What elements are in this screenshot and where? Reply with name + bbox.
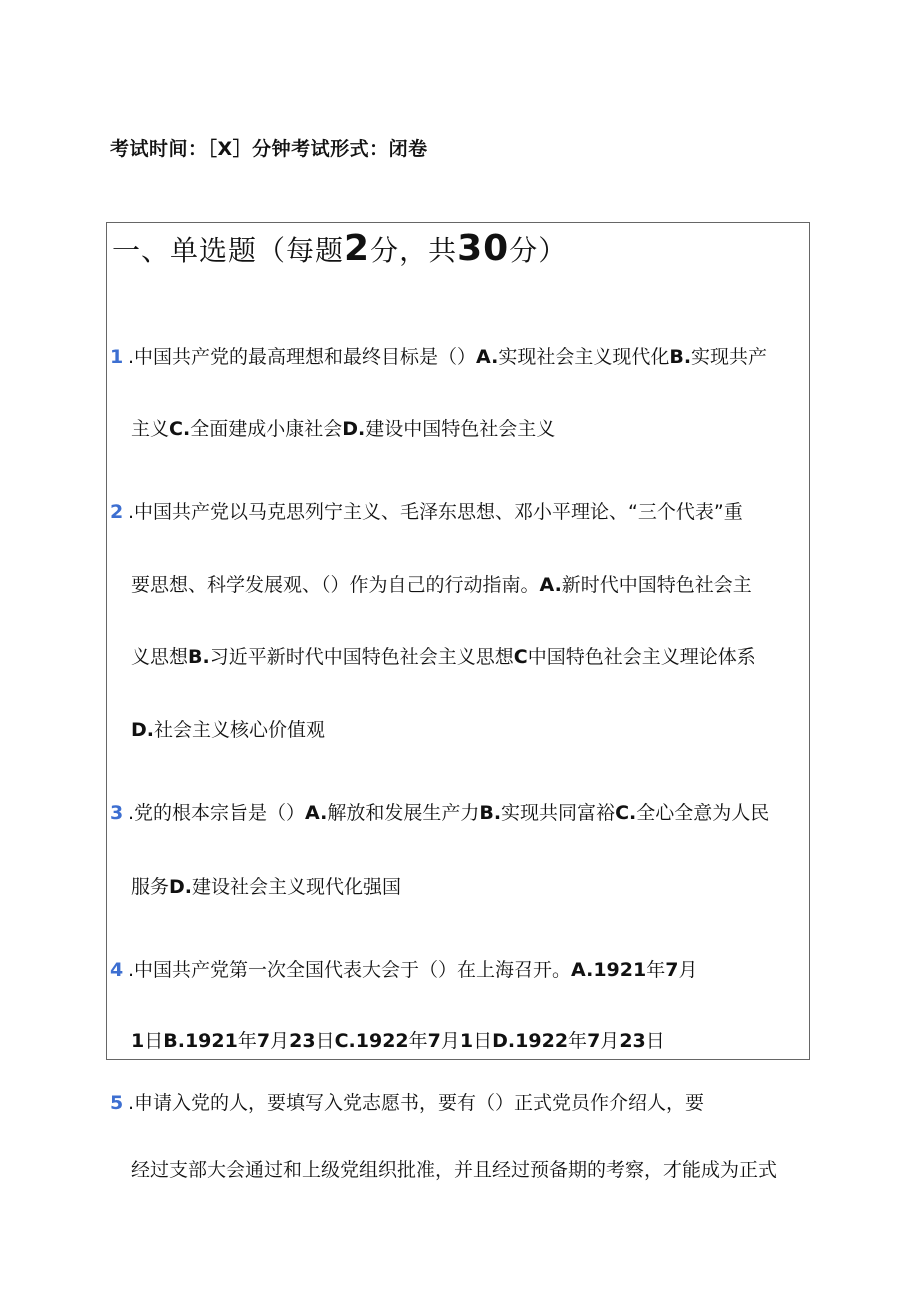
section-total-score: 30 <box>457 228 510 269</box>
question-5 <box>110 1088 704 1115</box>
question-text-line: .中国共产党的最高理想和最终目标是（）A.实现社会主义现代化B.实现共产 <box>128 346 768 368</box>
question-number: 5 <box>110 1092 124 1114</box>
question-text-line: 主义C.全面建成小康社会D.建设中国特色社会主义 <box>131 418 556 440</box>
exam-info: 考试时间：［X］分钟考试形式：闭卷 <box>110 138 428 160</box>
question-text-line: .申请入党的人，要填写入党志愿书，要有（）正式党员作介绍人，要 <box>128 1092 705 1114</box>
question-4 <box>110 955 697 982</box>
section-title-suffix: 分） <box>509 234 568 267</box>
question-number: 2 <box>110 501 124 523</box>
section-title-prefix: 一、单选题（每题 <box>112 234 345 267</box>
section-per-score: 2 <box>344 228 371 269</box>
question-text-line: 要思想、科学发展观、（）作为自己的行动指南。A.新时代中国特色社会主 <box>131 574 752 596</box>
question-text-line: .中国共产党第一次全国代表大会于（）在上海召开。A.1921年7月 <box>128 959 698 981</box>
question-text-line: D.社会主义核心价值观 <box>131 719 326 741</box>
question-number: 4 <box>110 959 124 981</box>
question-number: 1 <box>110 346 124 368</box>
question-1 <box>110 342 767 369</box>
question-text-line: 义思想B.习近平新时代中国特色社会主义思想C中国特色社会主义理论体系 <box>131 646 756 668</box>
question-text-line: .中国共产党以马克思列宁主义、毛泽东思想、邓小平理论、“三个代表”重 <box>128 501 743 523</box>
question-3 <box>110 798 769 825</box>
question-text-line: .党的根本宗旨是（）A.解放和发展生产力B.实现共同富裕C.全心全意为人民 <box>128 802 770 824</box>
section-title <box>112 228 567 269</box>
question-text-line: 经过支部大会通过和上级党组织批准，并且经过预备期的考察，才能成为正式 <box>131 1159 778 1181</box>
section-title-mid: 分，共 <box>370 234 458 267</box>
question-text-line: 服务D.建设社会主义现代化强国 <box>131 876 402 898</box>
question-number: 3 <box>110 802 124 824</box>
question-2 <box>110 497 743 524</box>
question-text-line: 1日B.1921年7月23日C.1922年7月1日D.1922年7月23日 <box>131 1030 665 1052</box>
